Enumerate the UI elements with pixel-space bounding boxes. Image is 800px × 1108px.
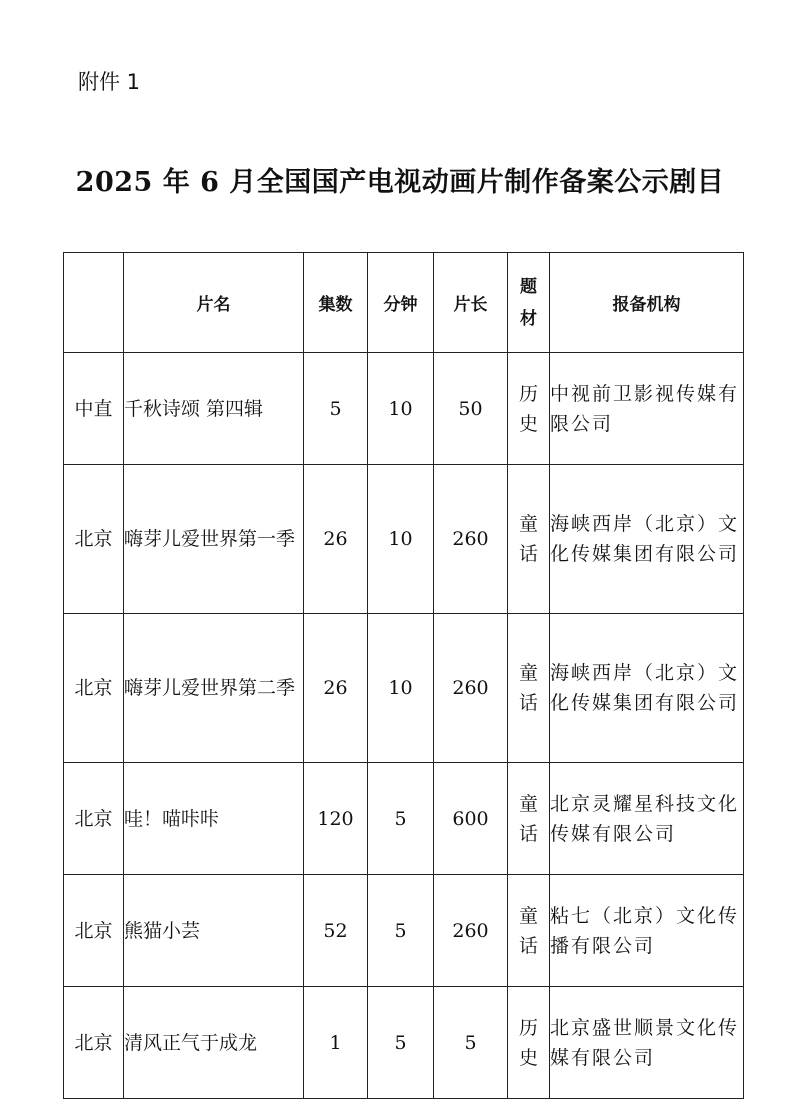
org-cell: 粘七（北京）文化传播有限公司 [550,875,744,987]
org-cell: 北京灵耀星科技文化传媒有限公司 [550,763,744,875]
minutes-cell: 10 [368,353,434,465]
minutes-cell: 10 [368,614,434,763]
genre-cell [508,875,550,987]
episodes-cell: 26 [304,465,368,614]
title-cell: 嗨芽儿爱世界第二季 [124,614,304,763]
org-cell: 海峡西岸（北京）文化传媒集团有限公司 [550,614,744,763]
filing-table [63,252,744,1099]
org-cell: 北京盛世顺景文化传媒有限公司 [550,987,744,1099]
episodes-cell: 5 [304,353,368,465]
table-header-row [64,253,744,353]
genre-cell [508,465,550,614]
genre-text: 历史 [518,382,538,435]
header-genre-cell [508,253,550,353]
title-cell: 嗨芽儿爱世界第一季 [124,465,304,614]
length-cell: 260 [434,875,508,987]
length-cell: 50 [434,353,508,465]
attachment-label: 附件 1 [78,70,141,94]
table-row [64,614,744,763]
minutes-cell: 5 [368,987,434,1099]
episodes-cell: 26 [304,614,368,763]
episodes-cell: 120 [304,763,368,875]
region-cell: 北京 [64,987,124,1099]
genre-text: 童话 [518,904,538,957]
title-cell: 清风正气于成龙 [124,987,304,1099]
genre-cell [508,987,550,1099]
minutes-cell: 10 [368,465,434,614]
region-cell: 北京 [64,465,124,614]
episodes-cell: 1 [304,987,368,1099]
title-cell: 哇！喵咔咔 [124,763,304,875]
table-row [64,875,744,987]
region-cell: 北京 [64,875,124,987]
genre-text: 历史 [518,1016,538,1069]
genre-text: 童话 [518,662,538,714]
header-genre: 题材 [520,276,537,329]
minutes-cell: 5 [368,875,434,987]
org-cell: 中视前卫影视传媒有限公司 [550,353,744,465]
table-row [64,763,744,875]
header-region [64,253,124,353]
header-name: 片名 [124,253,304,353]
table-row [64,353,744,465]
episodes-cell: 52 [304,875,368,987]
header-minutes: 分钟 [368,253,434,353]
region-cell: 北京 [64,763,124,875]
region-cell: 北京 [64,614,124,763]
title-cell: 千秋诗颂 第四辑 [124,353,304,465]
genre-text: 童话 [518,513,538,565]
genre-text: 童话 [518,792,538,845]
length-cell: 260 [434,614,508,763]
minutes-cell: 5 [368,763,434,875]
page-title: 2025 年 6 月全国国产电视动画片制作备案公示剧目 [75,167,725,198]
length-cell: 600 [434,763,508,875]
header-episodes: 集数 [304,253,368,353]
genre-cell [508,763,550,875]
region-cell: 中直 [64,353,124,465]
org-cell: 海峡西岸（北京）文化传媒集团有限公司 [550,465,744,614]
length-cell: 260 [434,465,508,614]
genre-cell [508,614,550,763]
table-row [64,987,744,1099]
title-cell: 熊猫小芸 [124,875,304,987]
header-org: 报备机构 [550,253,744,353]
table-row [64,465,744,614]
genre-cell [508,353,550,465]
length-cell: 5 [434,987,508,1099]
header-length: 片长 [434,253,508,353]
